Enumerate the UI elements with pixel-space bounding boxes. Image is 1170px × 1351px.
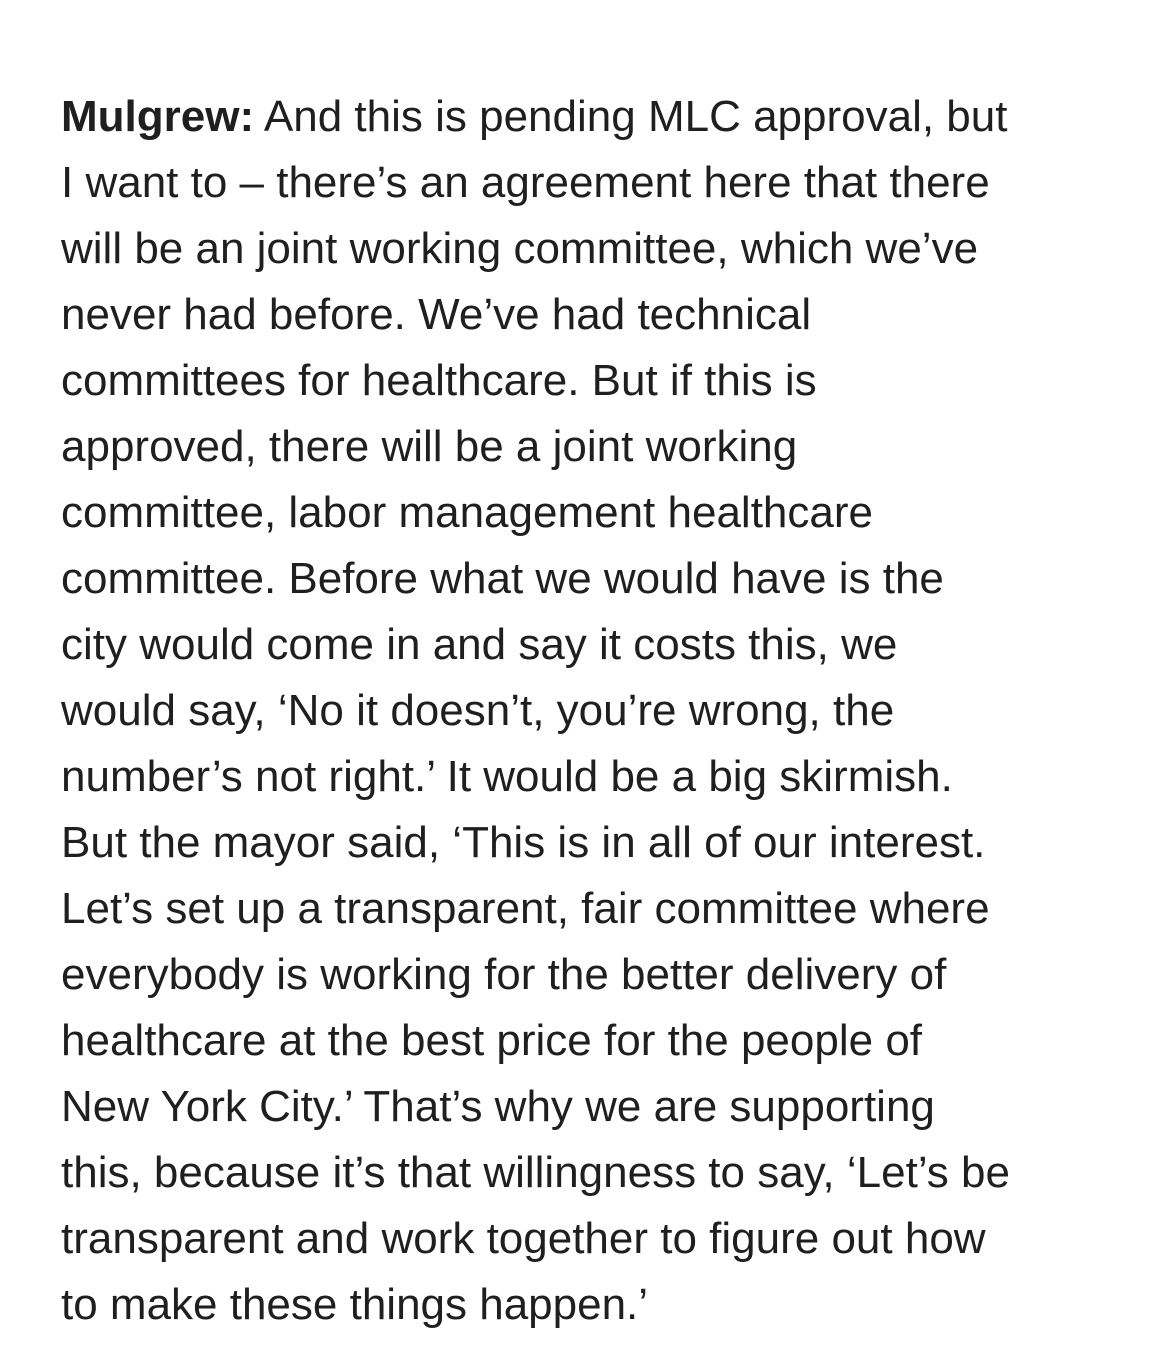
transcript-line: this, because it’s that willingness to say, ‘Let’s be xyxy=(61,1148,1010,1197)
transcript-line: transparent and work together to figure out how xyxy=(61,1214,986,1263)
speaker-name: Mulgrew: xyxy=(61,92,255,141)
transcript-line: Let’s set up a transparent, fair committee where xyxy=(61,884,990,933)
transcript-line: would say, ‘No it doesn’t, you’re wrong, the xyxy=(61,686,895,735)
transcript-line: will be an joint working committee, which we’ve xyxy=(61,224,979,273)
transcript-line: approved, there will be a joint working xyxy=(61,422,798,471)
transcript-line: I want to – there’s an agreement here that there xyxy=(61,158,990,207)
transcript-line: committee, labor management healthcare xyxy=(61,488,873,537)
transcript-line: healthcare at the best price for the people of xyxy=(61,1016,923,1065)
transcript-line: never had before. We’ve had technical xyxy=(61,290,812,339)
transcript-line: to make these things happen.’ xyxy=(61,1280,649,1329)
transcript-line: committee. Before what we would have is the xyxy=(61,554,944,603)
transcript-line: But the mayor said, ‘This is in all of our interest. xyxy=(61,818,986,867)
transcript-line-text: And this is pending MLC approval, but xyxy=(254,92,1008,141)
transcript-paragraph xyxy=(61,84,1131,1338)
transcript-line: committees for healthcare. But if this is xyxy=(61,356,817,405)
transcript-line xyxy=(61,84,1131,150)
transcript-line: number’s not right.’ It would be a big skirmish. xyxy=(61,752,953,801)
transcript-line: everybody is working for the better delivery of xyxy=(61,950,947,999)
transcript-line: city would come in and say it costs this, we xyxy=(61,620,898,669)
transcript-line: New York City.’ That’s why we are supporting xyxy=(61,1082,935,1131)
